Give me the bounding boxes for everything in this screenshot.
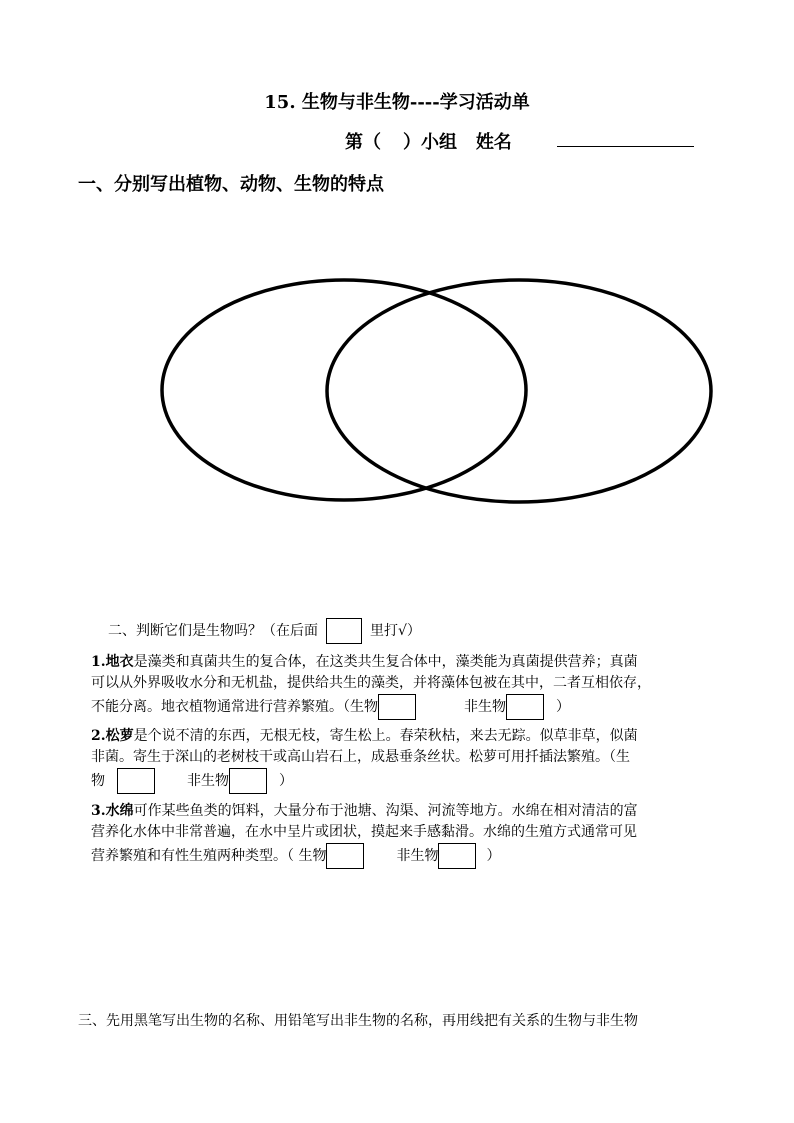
item-text: 可以从外界吸收水分和无机盐，提供给共生的藻类，并将藻体包被在其中，二者互相依存， (91, 675, 651, 691)
non-living-answer-box[interactable] (506, 694, 544, 720)
section2-heading-text-end: 里打√） (370, 623, 421, 639)
section2-heading (108, 618, 421, 644)
sample-check-box (326, 618, 362, 644)
name-label: 姓名 (475, 132, 512, 153)
section1-heading: 一、分别写出植物、动物、生物的特点 (78, 174, 384, 195)
living-answer-box[interactable] (378, 694, 416, 720)
list-item (91, 801, 731, 869)
item-text: 是藻类和真菌共生的复合体，在这类共生复合体中，藻类能为真菌提供营养；真菌 (133, 654, 638, 670)
item-term: 地衣 (105, 654, 134, 670)
item-text: 营养化水体中非常普遍，在水中呈片或团状，摸起来手感黏滑。水绵的生殖方式通常可见 (91, 824, 637, 840)
venn-diagram[interactable] (160, 275, 720, 510)
item-text: 是个说不清的东西，无根无枝，寄生松上。春荣秋枯，来去无踪。似草非草，似菌 (133, 728, 638, 744)
living-answer-box[interactable] (117, 768, 155, 794)
item-text: ） (279, 773, 293, 789)
item-text: ） (556, 699, 570, 715)
item-term: 水绵 (105, 803, 134, 819)
item-text: 非菌。寄生于深山的老树枝干或高山岩石上，成悬垂条丝状。松萝可用扦插法繁殖。（生 (91, 749, 630, 765)
item-text: ） (486, 848, 501, 864)
item-text: 可作某些鱼类的饵料，大量分布于池塘、沟渠、河流等地方。水绵在相对清洁的富 (133, 803, 638, 819)
item-number: 1. (91, 654, 106, 670)
non-living-answer-box[interactable] (229, 768, 267, 794)
list-item (91, 726, 731, 794)
section2-heading-text: 二、判断它们是生物吗？（在后面 (108, 623, 318, 639)
non-living-label: 非生物 (187, 773, 229, 789)
item-number: 2. (91, 728, 106, 744)
list-item (91, 652, 731, 720)
item-text: 不能分离。地衣植物通常进行营养繁殖。（生物 (91, 699, 378, 715)
worksheet-title: 15. 生物与非生物----学习活动单 (264, 92, 530, 113)
living-answer-box[interactable] (326, 843, 364, 869)
name-blank-line[interactable] (557, 146, 694, 147)
item-number: 3. (91, 803, 106, 819)
venn-right-circle[interactable] (327, 280, 711, 502)
section3-heading: 三、先用黑笔写出生物的名称、用铅笔写出非生物的名称，再用线把有关系的生物与非生物 (78, 1013, 638, 1029)
group-prefix: 第（ (345, 132, 381, 153)
non-living-label: 非生物 (464, 699, 506, 715)
venn-left-circle[interactable] (162, 280, 526, 500)
item-text: 物 (91, 773, 105, 789)
non-living-label: 非生物 (396, 848, 439, 864)
item-term: 松萝 (105, 728, 134, 744)
non-living-answer-box[interactable] (438, 843, 476, 869)
group-suffix: ）小组 (403, 132, 457, 153)
item-text: 营养繁殖和有性生殖两种类型。（ 生物 (91, 848, 327, 864)
group-name-line (345, 128, 512, 154)
